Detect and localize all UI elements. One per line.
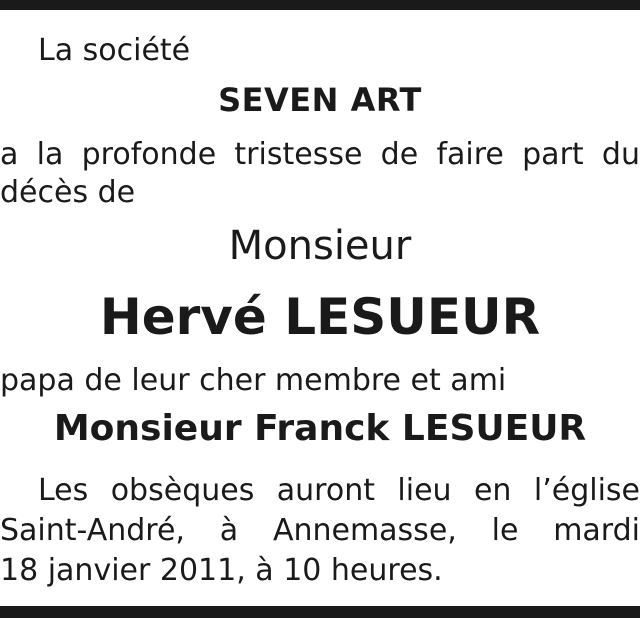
funeral-line-2: Saint-André, à Annemasse, le mardi xyxy=(0,513,640,548)
deceased-name: Hervé LESUEUR xyxy=(99,288,541,346)
top-border xyxy=(0,0,640,10)
company-name: SEVEN ART xyxy=(218,81,422,119)
funeral-line-3: 18 janvier 2011, à 10 heures. xyxy=(0,553,443,588)
announcement-line-2: décès de xyxy=(0,175,136,210)
member-name: Monsieur Franck LESUEUR xyxy=(53,408,587,449)
bottom-border xyxy=(0,606,640,618)
deceased-title: Monsieur xyxy=(228,223,412,269)
announcement-line-1: a la profonde tristesse de faire part du xyxy=(0,137,640,172)
relation-text: papa de leur cher membre et ami xyxy=(0,363,507,398)
funeral-line-1: Les obsèques auront lieu en l’église xyxy=(38,473,640,508)
company-intro: La société xyxy=(38,33,191,68)
